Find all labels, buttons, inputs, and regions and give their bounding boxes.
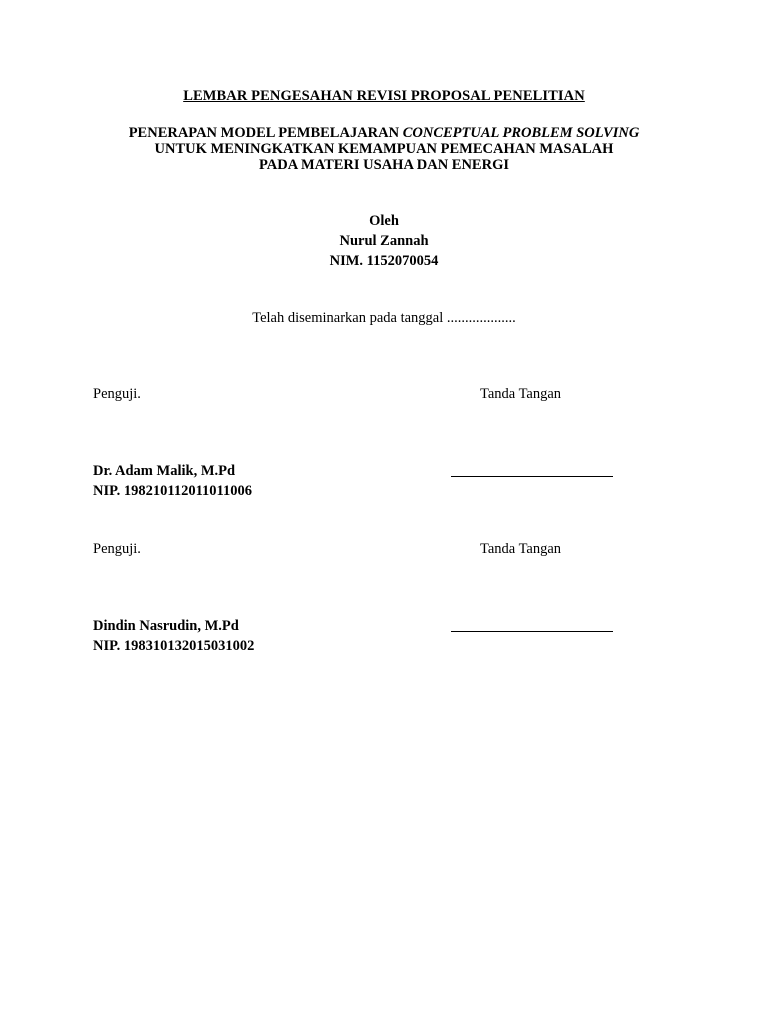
examiner-1-signature-label: Tanda Tangan (480, 386, 562, 402)
examiner-2-nip: NIP. 198310132015031002 (93, 638, 255, 654)
author-by-label: Oleh (369, 213, 399, 229)
examiner-1-signature-line (451, 476, 613, 477)
examiner-2-role-label: Penguji. (93, 541, 141, 557)
title-line-3: PADA MATERI USAHA DAN ENERGI (258, 157, 509, 173)
examiner-1-name: Dr. Adam Malik, M.Pd (93, 463, 236, 479)
title-line-1 (0, 126, 768, 141)
examiner-1-nip: NIP. 198210112011011006 (93, 483, 252, 499)
seminar-date-text: Telah diseminarkan pada tanggal ................... (252, 310, 516, 326)
title-line-2: UNTUK MENINGKATKAN KEMAMPUAN PEMECAHAN MASALAH (154, 141, 614, 157)
title-line-1-italic: CONCEPTUAL PROBLEM SOLVING (402, 125, 640, 141)
examiner-1-role-label: Penguji. (93, 386, 141, 402)
author-nim: NIM. 1152070054 (329, 253, 439, 269)
title-line-1-prefix: PENERAPAN MODEL PEMBELAJARAN (128, 125, 403, 141)
author-name: Nurul Zannah (339, 233, 429, 249)
examiner-2-signature-line (451, 631, 613, 632)
examiner-2-signature-label: Tanda Tangan (480, 541, 562, 557)
examiner-2-name: Dindin Nasrudin, M.Pd (93, 618, 239, 634)
document-heading: LEMBAR PENGESAHAN REVISI PROPOSAL PENELITIAN (183, 88, 585, 104)
